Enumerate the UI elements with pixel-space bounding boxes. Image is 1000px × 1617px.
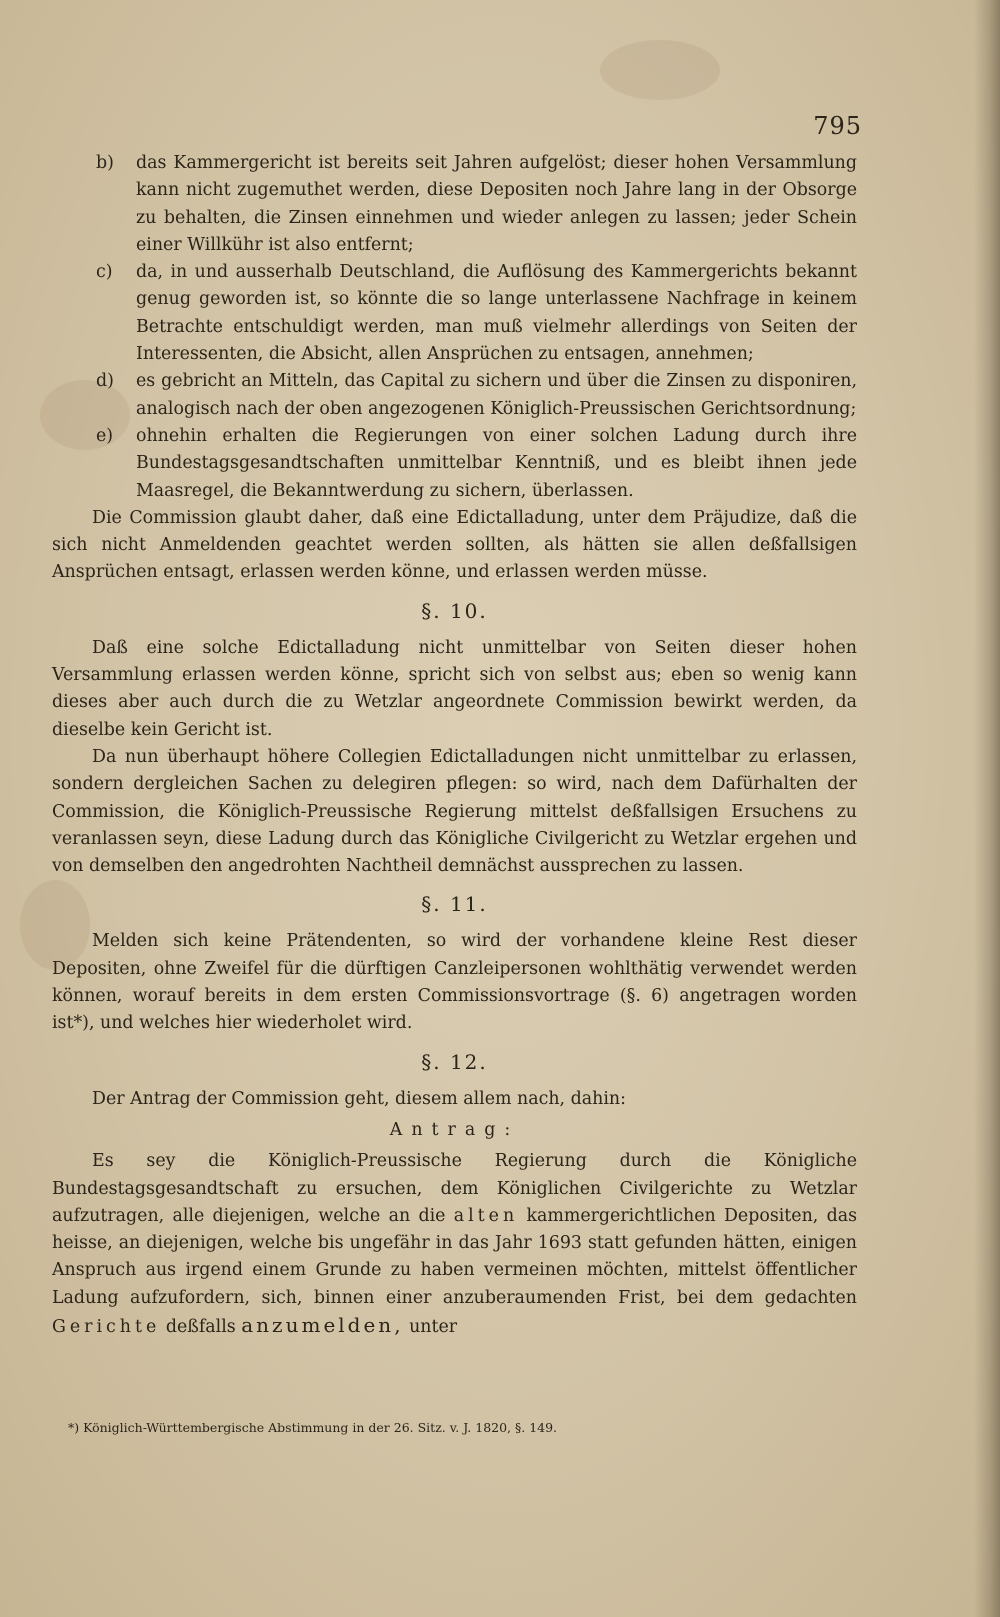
paragraph-10a: Daß eine solche Edictalladung nicht unmittelbar von Seiten dieser hohen Versammlung erlassen werden könne, spricht sich von selbst aus; eben so wenig kann dieses aber auch durch die zu Wetzlar angeordnete Commission bewirkt werden, da dieselbe kein Gericht ist. [52, 637, 857, 740]
paragraph-11-text: Melden sich keine Prätendenten, so wird der vorhandene kleine Rest dieser Depositen, ohne Zweifel für die dürftigen Canzleipersonen wohlthätig verwendet werden können, worauf bereits in dem ersten Commissionsvortrage (§. 6) angetragen worden ist [52, 931, 857, 1034]
paragraph-11-text-end: , und welches hier wiederholet wird. [88, 1013, 413, 1034]
list-item-text: da, in und ausserhalb Deutschland, die Auflösung des Kammergerichts bekannt genug geworden ist, so könnte die so lange unterlassene Nachfrage in keinem Betrachte entschuldigt werden, man muß vielmehr allerdings von Seiten der Interessenten, die Absicht, allen Ansprüchen zu entsagen, annehmen; [136, 262, 857, 365]
paper-stain [600, 40, 720, 100]
paragraph-10b: Da nun überhaupt höhere Collegien Edictalladungen nicht unmittelbar zu erlassen, sondern dergleichen Sachen zu delegiren pflegen: so wird, nach dem Dafürhalten der Commission, die Königlich-Preussische Regierung mittelst deßfallsigen Ersuchens zu veranlassen seyn, diese Ladung durch das Königliche Civilgericht zu Wetzlar ergehen und von demselben den angedrohten Nachtheil demnächst aussprechen zu lassen. [52, 746, 857, 877]
section-heading-10: §. 10. [421, 598, 488, 623]
list-item-label: b) [96, 153, 114, 173]
antrag-emphasis-gerichte: Gerichte [52, 1316, 161, 1337]
list-item-text: ohnehin erhalten die Regierungen von einer solchen Ladung durch ihre Bundestagsgesandtschaften unmittelbar Kenntniß, und es bleibt ihnen jede Maasregel, die Bekanntwerdung zu sichern, überlassen. [136, 425, 857, 501]
page-body [52, 150, 857, 1341]
paragraph-12: Der Antrag der Commission geht, diesem allem nach, dahin: [92, 1088, 626, 1109]
list-item [52, 423, 857, 505]
list-item [52, 259, 857, 368]
section-heading-11: §. 11. [421, 892, 488, 917]
antrag-text: deßfalls [165, 1316, 236, 1337]
footnote: *) Königlich-Württembergische Abstimmung in der 26. Sitz. v. J. 1820, §. 149. [68, 1420, 558, 1435]
antrag-paragraph [52, 1148, 857, 1341]
antrag-emphasis-anzumelden: anzumelden, [241, 1312, 404, 1337]
list-item [52, 368, 857, 423]
page-number: 795 [813, 112, 862, 140]
antrag-text: unter [409, 1316, 458, 1337]
list-item-label: e) [96, 425, 114, 446]
list-item [52, 150, 857, 259]
commission-paragraph: Die Commission glaubt daher, daß eine Edictalladung, unter dem Präjudize, daß die sich nicht Anmeldenden geachtet werden sollten, als hätten sie allen deßfallsigen Ansprüchen entsagt, erlassen werden könne, und erlassen werden müsse. [52, 507, 857, 583]
list-item-text: es gebricht an Mitteln, das Capital zu sichern und über die Zinsen zu disponiren, analogisch nach der oben angezogenen Königlich-Preussischen Gerichtsordnung; [136, 371, 857, 419]
list-item-label: c) [96, 262, 113, 283]
paragraph-11 [52, 928, 857, 1037]
antrag-heading: Antrag: [389, 1119, 520, 1140]
antrag-text: kammergerichtlichen Depositen, das heisse, an diejenigen, welche bis ungefähr in das Jahr 1693 statt gefunden hätten, einigen Anspruch aus irgend einem Grunde zu haben vermeinen möchten, mittelst öffentlicher Ladung aufzufordern, sich, binnen einer anzuberaumenden Frist, bei dem gedachten [52, 1205, 858, 1308]
section-heading-12: §. 12. [421, 1049, 488, 1074]
list-item-text: das Kammergericht ist bereits seit Jahren aufgelöst; dieser hohen Versammlung kann nicht zugemuthet werden, diese Depositen noch Jahre lang in der Obsorge zu behalten, die Zinsen einnehmen und wieder anlegen zu lassen; jeder Schein einer Willkühr ist also entfernt; [136, 153, 857, 255]
list-item-label: d) [96, 371, 114, 392]
antrag-emphasis-alten: alten [453, 1205, 519, 1226]
antrag-text: Es sey die Königlich-Preussische Regierung durch die Königliche Bundestagsgesandtschaft zu ersuchen, dem Königlichen Civilgerichte zu Wetzlar aufzutragen, alle diejenigen, welche an die [52, 1151, 857, 1226]
page-edge-shadow [974, 0, 1000, 1617]
footnote-marker: *) [73, 1013, 89, 1034]
